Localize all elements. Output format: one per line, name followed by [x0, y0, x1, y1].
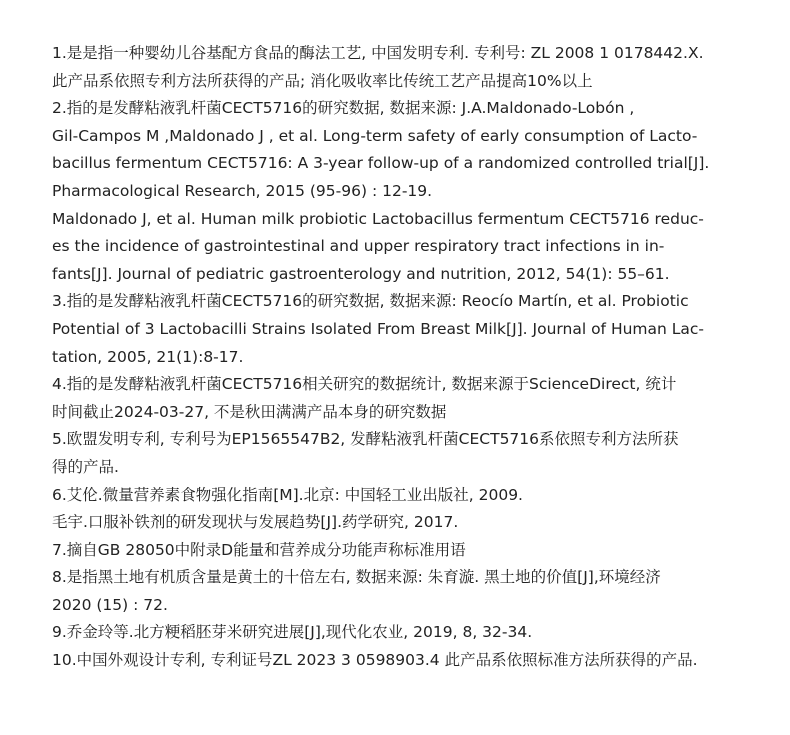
ref-7-line-1: 7.摘自GB 28050中附录D能量和营养成分功能声称标准用语 — [52, 540, 466, 559]
ref-2-line-7: fants[J]. Journal of pediatric gastroenterology and nutrition, 2012, 54(1): 55–61. — [52, 264, 670, 283]
ref-2-line-4: Pharmacological Research, 2015 (95-96) : 12-19. — [52, 181, 433, 200]
ref-6-line-1: 6.艾伦.微量营养素食物强化指南[M].北京: 中国轻工业出版社, 2009. — [52, 485, 523, 504]
ref-3-line-3: tation, 2005, 21(1):8-17. — [52, 347, 244, 366]
ref-9-line-1: 9.乔金玲等.北方粳稻胚芽米研究进展[J],现代化农业, 2019, 8, 32-34. — [52, 623, 533, 642]
ref-2-line-6: es the incidence of gastrointestinal and upper respiratory tract infections in in- — [52, 237, 665, 256]
ref-8-line-1: 8.是指黑土地有机质含量是黄土的十倍左右, 数据来源: 朱育漩. 黑土地的价值[J],环境经济 — [52, 568, 661, 587]
ref-2-line-3: bacillus fermentum CECT5716: A 3-year follow-up of a randomized controlled trial[J]. — [52, 154, 710, 173]
ref-5-line-1: 5.欧盟发明专利, 专利号为EP1565547B2, 发酵粘液乳杆菌CECT5716系依照专利方法所获 — [52, 430, 679, 449]
ref-2-line-5: Maldonado J, et al. Human milk probiotic Lactobacillus fermentum CECT5716 reduc- — [52, 209, 704, 228]
ref-1-line-1: 1.是是指一种婴幼儿谷基配方食品的酶法工艺, 中国发明专利. 专利号: ZL 2008 1 0178442.X. — [52, 44, 704, 62]
ref-4-line-1: 4.指的是发酵粘液乳杆菌CECT5716相关研究的数据统计, 数据来源于ScienceDirect, 统计 — [52, 375, 677, 394]
ref-6-line-2: 毛宇.口服补铁剂的研发现状与发展趋势[J].药学研究, 2017. — [52, 513, 459, 532]
ref-10-line-1: 10.中国外观设计专利, 专利证号ZL 2023 3 0598903.4 此产品系依照标准方法所获得的产品. — [52, 651, 698, 670]
ref-1-line-2: 此产品系依照专利方法所获得的产品; 消化吸收率比传统工艺产品提高10%以上 — [52, 71, 593, 90]
ref-3-line-1: 3.指的是发酵粘液乳杆菌CECT5716的研究数据, 数据来源: Reocío Martín, et al. Probiotic — [52, 292, 689, 311]
ref-8-line-2: 2020 (15) : 72. — [52, 595, 168, 614]
ref-2-line-2: Gil-Campos M ,Maldonado J , et al. Long-term safety of early consumption of Lacto- — [52, 126, 698, 145]
ref-4-line-2: 时间截止2024-03-27, 不是秋田满满产品本身的研究数据 — [52, 402, 447, 421]
ref-5-line-2: 得的产品. — [52, 457, 119, 476]
references-document — [52, 40, 782, 675]
ref-3-line-2: Potential of 3 Lactobacilli Strains Isolated From Breast Milk[J]. Journal of Human Lac- — [52, 319, 705, 338]
ref-2-line-1: 2.指的是发酵粘液乳杆菌CECT5716的研究数据, 数据来源: J.A.Maldonado-Lobón , — [52, 99, 635, 118]
